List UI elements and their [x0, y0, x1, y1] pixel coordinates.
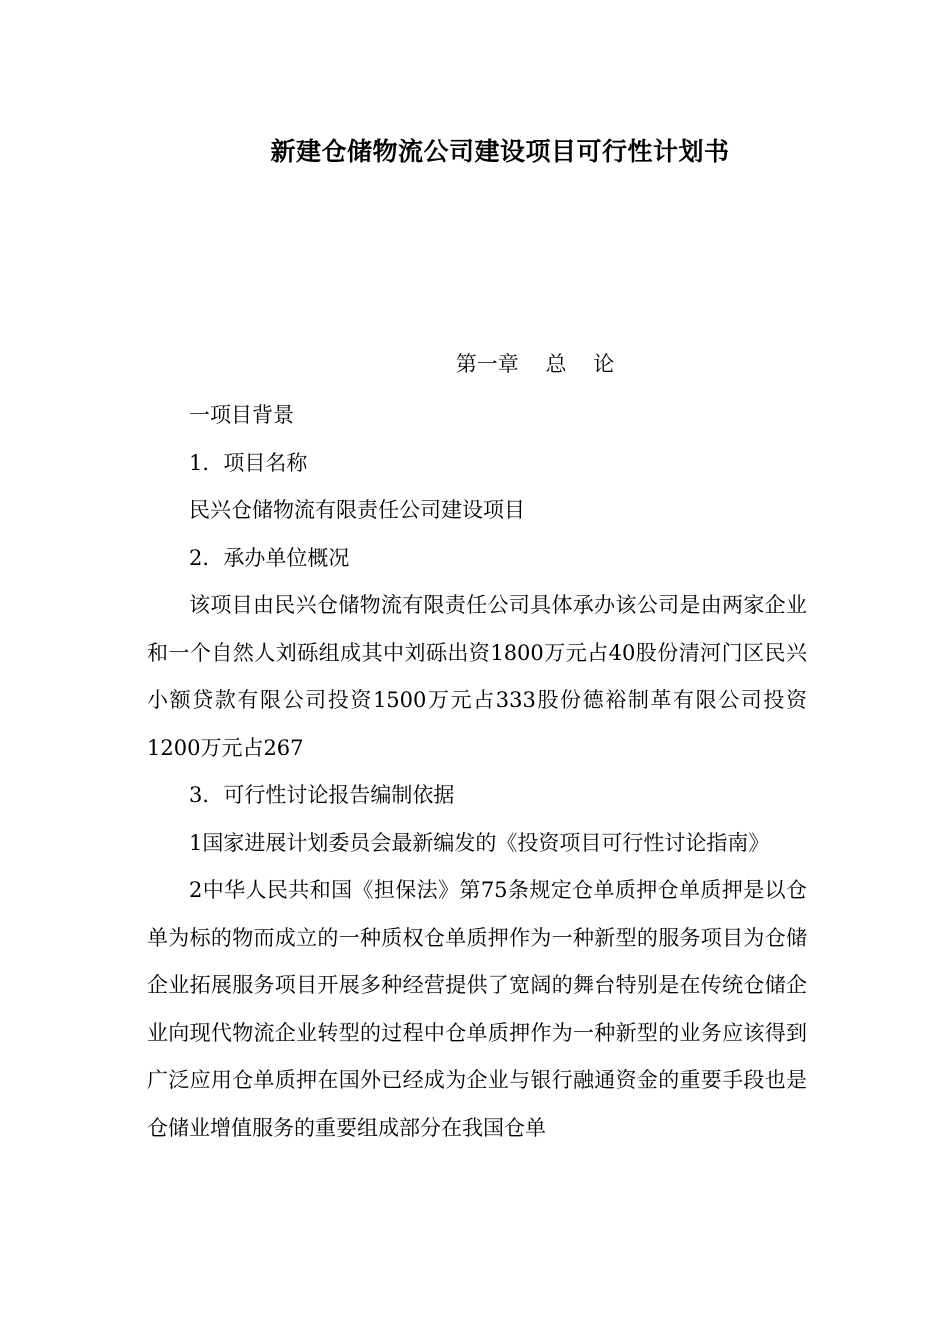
subsection-heading-organizer: 2．承办单位概况 [189, 545, 350, 570]
organizer-paragraph: 该项目由民兴仓储物流有限责任公司具体承办该公司是由两家企业和一个自然人刘砾组成其中刘砾出资1800万元占40股份清河门区民兴小额贷款有限公司投资1500万元占333股份德裕制革有限公司投资1200万元占267 [147, 593, 807, 760]
project-name-paragraph: 民兴仓储物流有限责任公司建设项目 [189, 498, 525, 522]
document-title: 新建仓储物流公司建设项目可行性计划书 [270, 137, 730, 166]
subsection-heading-name: 1．项目名称 [189, 450, 308, 475]
basis-paragraph-2: 2中华人民共和国《担保法》第75条规定仓单质押仓单质押是以仓单为标的物而成立的一种质权仓单质押作为一种新型的服务项目为仓储企业拓展服务项目开展多种经营提供了宽阔的舞台特别是在传统仓储企业向现代物流企业转型的过程中仓单质押作为一种新型的业务应该得到广泛应用仓单质押在国外已经成为企业与银行融通资金的重要手段也是仓储业增值服务的重要组成部分在我国仓单 [147, 878, 807, 1140]
section-heading-background: 一项目背景 [189, 403, 294, 427]
document-body [147, 392, 807, 1152]
subsection-heading-basis: 3．可行性讨论报告编制依据 [189, 783, 455, 807]
basis-paragraph-1: 1国家进展计划委员会最新编发的《投资项目可行性讨论指南》 [189, 830, 770, 855]
chapter-heading: 第一章 总 论 [455, 352, 615, 376]
